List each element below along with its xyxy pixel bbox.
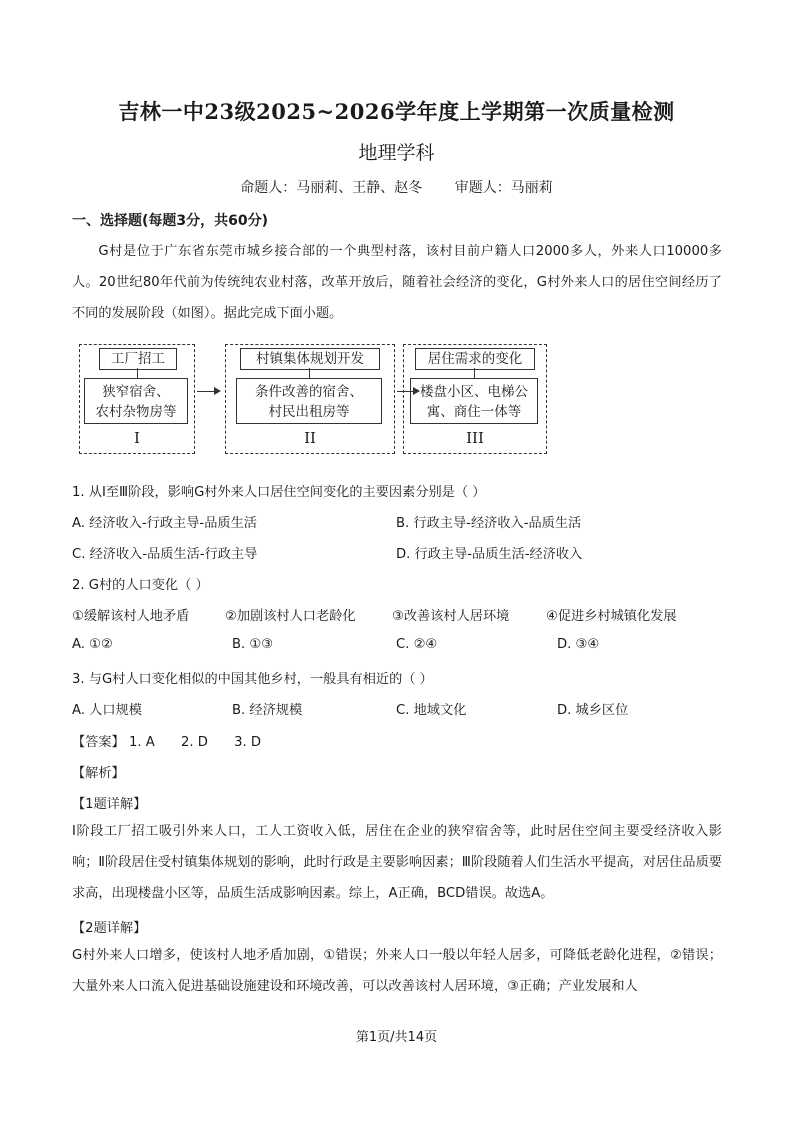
question-2-statement-3: ③改善该村人居环境 xyxy=(392,609,510,624)
analysis-label: 【解析】 xyxy=(72,766,125,781)
stage-2-box xyxy=(225,344,395,454)
question-3-option-c: C. 地域文化 xyxy=(396,703,467,718)
stage-3-body-line1: 楼盘小区、电梯公 xyxy=(420,384,528,400)
stage-3-connector xyxy=(474,368,475,378)
intro-paragraph: G村是位于广东省东莞市城乡接合部的一个典型村落，该村目前户籍人口2000多人，外来人口10000多人。20世纪80年代前为传统纯农业村落，改革开放后，随着社会经济的变化，G村外来人口的居住空间经历了不同的发展阶段（如图）。据此完成下面小题。 xyxy=(72,244,722,321)
stage-1-number: I xyxy=(134,429,140,447)
stage-1-connector xyxy=(137,368,138,378)
stage-2-body-line1: 条件改善的宿舍、 xyxy=(255,384,363,400)
stage-3-body xyxy=(410,378,538,424)
stage-1-body-line1: 狭窄宿舍、 xyxy=(102,384,170,400)
question-3-stem: 3. 与G村人口变化相似的中国其他乡村，一般具有相近的（ ） xyxy=(72,672,433,687)
question-2-stem: 2. G村的人口变化（ ） xyxy=(72,578,209,593)
question-2-option-b: B. ①③ xyxy=(232,637,274,652)
stage-2-body xyxy=(236,378,382,424)
setter-text: 命题人：马丽莉、王静、赵冬 xyxy=(240,180,423,196)
answer-3: 3. D xyxy=(234,735,262,750)
answer-1: 1. A xyxy=(128,735,155,750)
stage-diagram xyxy=(79,344,713,454)
stage-2-head: 村镇集体规划开发 xyxy=(240,348,380,370)
stage-1-box xyxy=(79,344,195,454)
question-1-option-d: D. 行政主导-品质生活-经济收入 xyxy=(396,547,583,562)
stage-2-number: II xyxy=(304,429,316,447)
answer-2: 2. D xyxy=(180,735,208,750)
question-2-statement-1: ①缓解该村人地矛盾 xyxy=(72,609,190,624)
question-2-option-a: A. ①② xyxy=(72,637,113,652)
question-2-statement-4: ④促进乡村城镇化发展 xyxy=(546,609,677,624)
question-1-stem: 1. 从Ⅰ至Ⅲ阶段，影响G村外来人口居住空间变化的主要因素分别是（ ） xyxy=(72,485,486,500)
question-1-option-a: A. 经济收入-行政主导-品质生活 xyxy=(72,516,257,531)
answer-label: 【答案】 xyxy=(72,735,125,750)
question-1-option-c: C. 经济收入-品质生活-行政主导 xyxy=(72,547,258,562)
section-title: 一、选择题(每题3分，共60分) xyxy=(72,213,269,229)
question-1-option-b: B. 行政主导-经济收入-品质生活 xyxy=(396,516,582,531)
stage-3-box xyxy=(403,344,547,454)
arrow-1-icon xyxy=(197,391,219,392)
page-title: 吉林一中23级2025~2026学年度上学期第一次质量检测 xyxy=(118,99,675,124)
reviewer-text: 审题人：马丽莉 xyxy=(454,180,553,196)
stage-3-head: 居住需求的变化 xyxy=(415,348,535,370)
stage-2-body-line2: 村民出租房等 xyxy=(268,404,350,420)
question-3-option-b: B. 经济规模 xyxy=(232,703,303,718)
stage-3-number: III xyxy=(466,429,484,447)
page-footer: 第1页/共14页 xyxy=(355,1030,438,1045)
stage-1-body-line2: 农村杂物房等 xyxy=(95,404,177,420)
question-2-option-c: C. ②④ xyxy=(396,637,438,652)
authors-line xyxy=(0,177,793,197)
detail-2-text: G村外来人口增多，使该村人地矛盾加剧，①错误；外来人口一般以年轻人居多，可降低老龄化进程，②错误；大量外来人口流入促进基础设施建设和环境改善，可以改善该村人居环境，③正确；产业发展和人 xyxy=(72,948,722,994)
stage-1-body xyxy=(84,378,188,424)
question-2-statement-2: ②加剧该村人口老龄化 xyxy=(225,609,356,624)
detail-1-label: 【1题详解】 xyxy=(72,797,147,812)
question-3-option-d: D. 城乡区位 xyxy=(557,703,629,718)
detail-1-text: Ⅰ阶段工厂招工吸引外来人口，工人工资收入低，居住在企业的狭窄宿舍等，此时居住空间主要受经济收入影响；Ⅱ阶段居住受村镇集体规划的影响，此时行政是主要影响因素；Ⅲ阶段随着人们生活水平提高，对居住品质要求高，出现楼盘小区等，品质生活成影响因素。综上，A正确，BCD错误。故选A。 xyxy=(72,824,722,901)
detail-2-label: 【2题详解】 xyxy=(72,921,147,936)
stage-2-connector xyxy=(309,368,310,378)
question-3-option-a: A. 人口规模 xyxy=(72,703,142,718)
page-subtitle: 地理学科 xyxy=(358,142,435,164)
question-2-option-d: D. ③④ xyxy=(557,637,600,652)
stage-1-head: 工厂招工 xyxy=(99,348,177,370)
stage-3-body-line2: 寓、商住一体等 xyxy=(426,404,522,420)
answer-line xyxy=(72,731,261,750)
